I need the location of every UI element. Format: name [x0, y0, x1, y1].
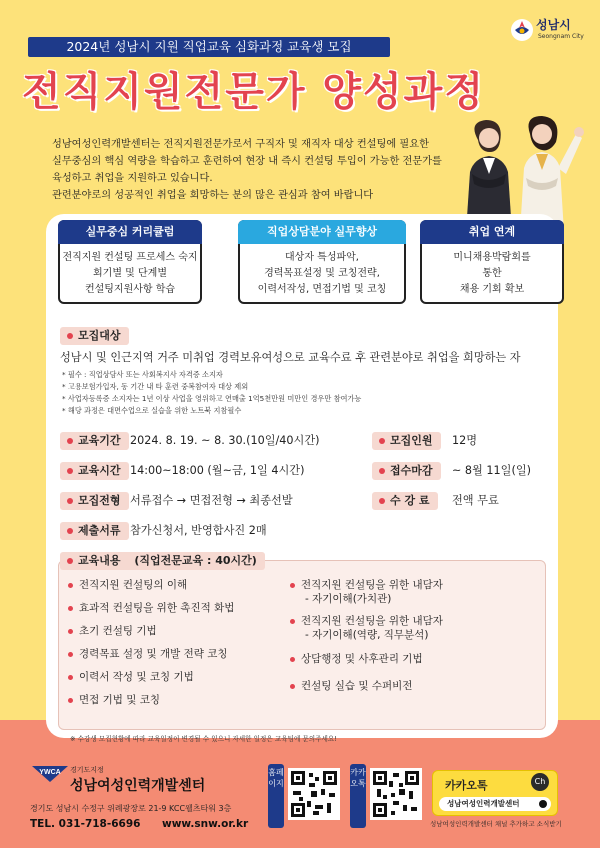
org-website: www.snw.or.kr	[162, 818, 249, 830]
city-name-english: Seongnam City	[538, 33, 584, 40]
feature-card-line: 대상자 특성파악,	[285, 252, 359, 263]
time-label: 교육시간	[60, 462, 129, 480]
education-item: 이력서 작성 및 코칭 기법	[68, 670, 234, 684]
qr-code-icon	[373, 771, 419, 817]
kakao-title: 카카오톡	[445, 779, 488, 792]
org-designation: 경기도지정	[70, 766, 104, 774]
org-name: 성남여성인력개발센터	[70, 778, 206, 794]
education-item-sub: - 자기이해(가치관)	[305, 593, 392, 605]
kakao-qr-code[interactable]	[370, 768, 422, 820]
deadline-label: 접수마감	[372, 462, 441, 480]
schedule-disclaimer: ※ 수강생 모집현황에 따라 교육일정이 변경될 수 있으니 자세한 일정은 교육팀에 문의주세요!	[70, 735, 337, 743]
education-item	[290, 614, 443, 642]
education-item: 초기 컨설팅 기법	[68, 624, 234, 638]
kakao-qr-label: 카카오톡	[350, 764, 366, 828]
education-item: 효과적 컨설팅을 위한 촉진적 화법	[68, 601, 234, 615]
feature-card-line: 경력목표설정 및 코칭전략,	[264, 268, 380, 279]
feature-card-body	[240, 250, 404, 298]
fee-label: 수 강 료	[372, 492, 438, 510]
feature-card-counseling	[238, 220, 406, 304]
target-text: 성남시 및 인근지역 거주 미취업 경력보유여성으로 교육수료 후 관련분야로 취업을 희망하는 자	[60, 351, 521, 364]
homepage-qr-label: 홈페이지	[268, 764, 284, 828]
target-note: * 사업자등록증 소지자는 1년 이상 사업을 영위하고 연매출 1억5천만원 미만인 경우만 참여가능	[62, 394, 362, 403]
target-note: * 고용보험가입자, 동 기간 내 타 훈련 중복참여자 대상 제외	[62, 382, 249, 391]
education-item: 전직지원 컨설팅의 이해	[68, 578, 234, 592]
kakao-channel-card[interactable]	[432, 770, 558, 816]
feature-card-title: 직업상담분야 실무향상	[238, 220, 406, 244]
capacity-value: 12명	[452, 434, 478, 447]
time-value: 14:00~18:00 (월~금, 1일 4시간)	[130, 464, 305, 477]
ywca-logo-text: YWCA	[39, 769, 61, 776]
feature-card-line: 회기별 및 단계별	[93, 268, 167, 279]
org-phone: TEL. 031-718-6696	[30, 818, 141, 830]
intro-text	[52, 136, 462, 204]
feature-card-curriculum	[58, 220, 202, 304]
kakao-note: 성남여성인력개발센터 채널 추가하고 소식받기	[430, 820, 562, 828]
ywca-logo	[30, 762, 70, 786]
feature-card-employment	[420, 220, 564, 304]
intro-line: 관련분야로의 성공적인 취업을 희망하는 분의 많은 관심과 참여 바랍니다	[52, 190, 374, 201]
documents-value: 참가신청서, 반영합사진 2매	[130, 524, 267, 537]
intro-line: 실무중심의 핵심 역량을 학습하고 훈련하여 현장 내 즉시 컨설팅 투입이 가능한 전문가를	[52, 156, 442, 167]
education-list-right	[290, 578, 443, 693]
qr-code-icon	[291, 771, 337, 817]
target-notes	[62, 369, 361, 417]
feature-card-line: 채용 기회 확보	[459, 284, 525, 295]
page-title: 전직지원전문가 양성과정	[22, 69, 485, 115]
process-label: 모집전형	[60, 492, 129, 510]
education-label-hours: (직업전문교육 : 40시간)	[134, 554, 257, 567]
kakao-channel-name-text: 성남여성인력개발센터	[447, 799, 520, 808]
education-label-main: 교육내용	[78, 554, 121, 567]
target-note: * 해당 과정은 대면수업으로 실습을 위한 노트북 지참필수	[62, 406, 242, 415]
dot-icon	[539, 800, 547, 808]
capacity-label: 모집인원	[372, 432, 441, 450]
education-item: 상담행정 및 사후관리 기법	[290, 652, 443, 666]
education-label	[60, 552, 265, 570]
feature-card-line: 통한	[482, 268, 502, 279]
period-value: 2024. 8. 19. ~ 8. 30.(10일/40시간)	[130, 434, 320, 447]
feature-card-line: 전직지원 컨설팅 프로세스 숙지	[62, 252, 198, 263]
education-item	[290, 578, 443, 606]
education-item: 경력목표 설정 및 개발 전략 코칭	[68, 647, 234, 661]
process-value: 서류접수 → 면접전형 → 최종선발	[130, 494, 293, 507]
feature-card-line: 컨설팅지원사항 학습	[84, 284, 176, 295]
city-emblem-icon	[510, 18, 534, 42]
org-address: 경기도 성남시 수정구 위례광장로 21-9 KCC웰츠타워 3층	[30, 804, 232, 813]
feature-card-title: 실무중심 커리큘럼	[58, 220, 202, 244]
fee-value: 전액 무료	[452, 494, 499, 507]
feature-card-body	[60, 250, 200, 298]
recruitment-banner: 2024년 성남시 지원 직업교육 심화과정 교육생 모집	[28, 37, 390, 57]
kakao-channel-badge: Ch	[531, 773, 549, 791]
documents-label: 제출서류	[60, 522, 129, 540]
deadline-value: ~ 8월 11일(일)	[452, 464, 531, 477]
intro-line: 성남여성인력개발센터는 전직지원전문가로서 구직자 및 재직자 대상 컨설팅에 필요한	[52, 139, 429, 150]
education-item: 컨설팅 실습 및 수퍼비전	[290, 679, 443, 693]
feature-card-line: 이력서작성, 면접기법 및 코칭	[257, 284, 387, 295]
education-item-main: 전직지원 컨설팅을 위한 내담자	[301, 615, 443, 627]
feature-card-line: 미니채용박람회를	[453, 252, 531, 263]
homepage-qr-code[interactable]	[288, 768, 340, 820]
seongnam-city-logo	[508, 14, 588, 48]
feature-card-title: 취업 연계	[420, 220, 564, 244]
education-list-left	[68, 578, 234, 707]
education-item-main: 전직지원 컨설팅을 위한 내담자	[301, 579, 443, 591]
education-item-sub: - 자기이해(역량, 직무분석)	[305, 629, 429, 641]
period-label: 교육기간	[60, 432, 129, 450]
city-name: 성남시	[536, 18, 571, 32]
intro-line: 육성하고 취업을 지원하고 있습니다.	[52, 173, 213, 184]
kakao-channel-name	[439, 797, 551, 811]
education-item: 면접 기법 및 코칭	[68, 693, 234, 707]
target-note: * 필수 : 직업상담사 또는 사회복지사 자격증 소지자	[62, 370, 223, 379]
feature-card-body	[422, 250, 562, 298]
target-label: 모집대상	[60, 327, 129, 345]
